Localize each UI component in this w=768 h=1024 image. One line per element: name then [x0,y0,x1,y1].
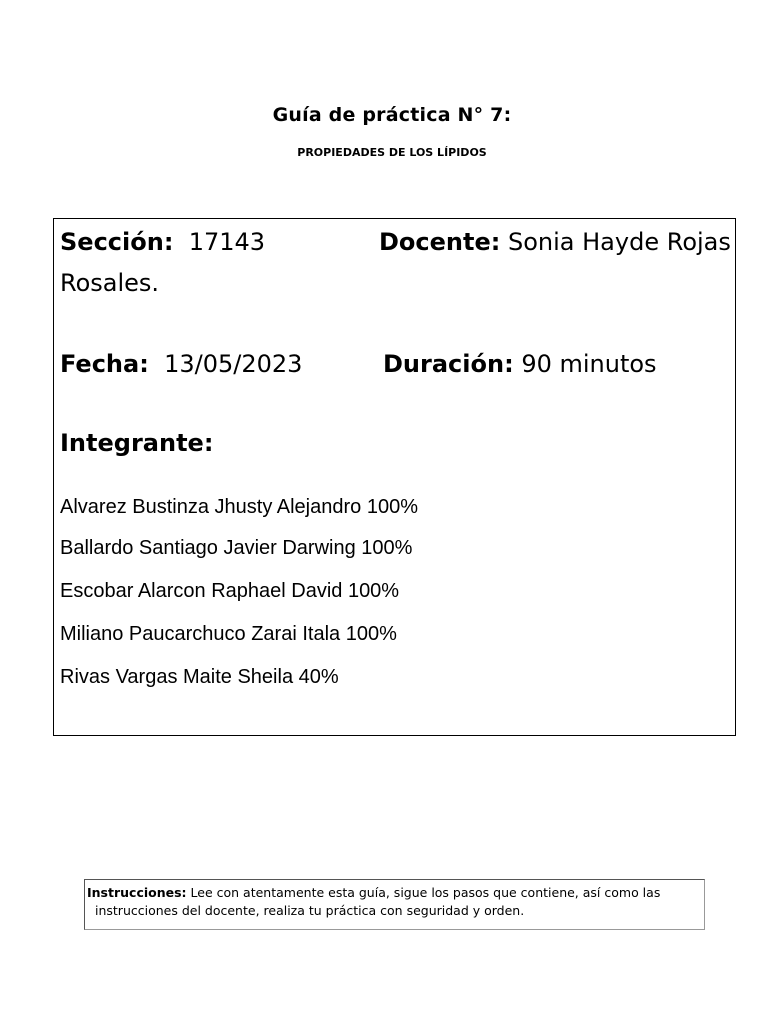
duracion-line [383,350,657,378]
docente-value-continued: Rosales. [60,269,160,297]
seccion-line [60,228,265,256]
docente-value: Sonia Hayde Rojas [508,228,731,256]
member-item: Rivas Vargas Maite Sheila 40% [60,666,339,688]
fecha-label: Fecha: [60,350,149,378]
member-item: Alvarez Bustinza Jhusty Alejandro 100% [60,496,418,518]
duracion-value: 90 minutos [521,350,657,378]
instructions-text-line1: Lee con atentamente esta guía, sigue los pasos que contiene, así como las [190,885,661,900]
member-item: Escobar Alarcon Raphael David 100% [60,580,400,602]
integrante-heading [60,429,213,457]
seccion-label: Sección: [60,228,174,256]
fecha-line [60,350,302,378]
duracion-label: Duración: [383,350,514,378]
page-subtitle: PROPIEDADES DE LOS LÍPIDOS [297,146,487,159]
instructions-label: Instrucciones: [87,885,187,900]
instructions-text-line2: instrucciones del docente, realiza tu práctica con seguridad y orden. [95,903,525,918]
instructions-box [84,879,705,930]
docente-label: Docente: [379,228,501,256]
integrante-label: Integrante: [60,429,214,457]
member-item: Miliano Paucarchuco Zarai Itala 100% [60,623,397,645]
fecha-value: 13/05/2023 [164,350,303,378]
page-title: Guía de práctica N° 7: [272,104,512,126]
member-item: Ballardo Santiago Javier Darwing 100% [60,537,413,559]
docente-line [379,228,731,256]
seccion-value: 17143 [188,228,266,256]
